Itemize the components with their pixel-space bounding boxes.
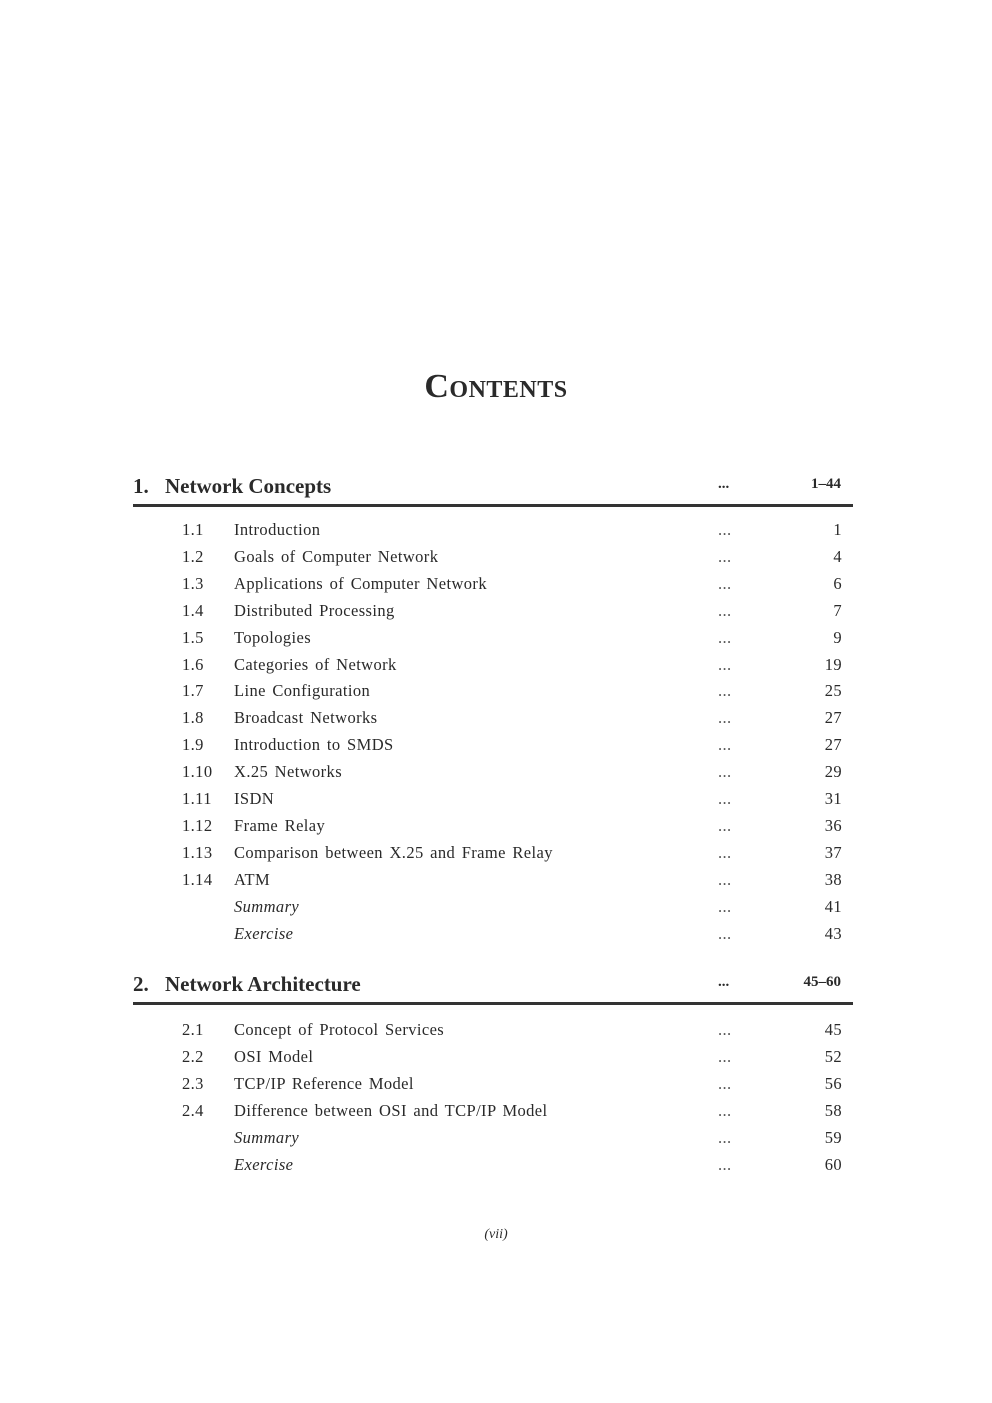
toc-entry xyxy=(0,1047,992,1071)
chapter-heading xyxy=(133,474,853,504)
section-title: Summary xyxy=(234,896,300,916)
section-number: 1.7 xyxy=(182,681,204,701)
leader-dots: ... xyxy=(718,1073,732,1093)
section-number: 1.3 xyxy=(182,573,204,593)
toc-entry xyxy=(0,574,992,598)
toc-entry xyxy=(0,520,992,544)
toc-entry xyxy=(0,816,992,840)
section-title: Frame Relay xyxy=(234,815,326,835)
section-page: 56 xyxy=(824,1073,842,1093)
section-number: 1.10 xyxy=(182,762,213,782)
toc-entry xyxy=(0,762,992,786)
leader-dots: ... xyxy=(718,1046,732,1066)
chapter-title: Network Architecture xyxy=(165,972,361,996)
section-title: ATM xyxy=(234,869,271,889)
toc-entry xyxy=(0,1101,992,1125)
toc-entry xyxy=(0,601,992,625)
section-page: 6 xyxy=(833,573,842,593)
leader-dots: ... xyxy=(718,476,730,492)
toc-entry xyxy=(0,843,992,867)
section-page: 4 xyxy=(833,546,842,566)
section-title: OSI Model xyxy=(234,1046,314,1066)
section-title: Introduction xyxy=(234,520,321,539)
leader-dots: ... xyxy=(718,1127,732,1147)
leader-dots: ... xyxy=(718,735,732,755)
section-number: 1.1 xyxy=(182,520,204,539)
section-title: Categories of Network xyxy=(234,654,397,674)
section-page: 7 xyxy=(833,600,842,620)
section-title: ISDN xyxy=(234,789,275,808)
leader-dots: ... xyxy=(718,762,732,782)
section-title: Exercise xyxy=(234,1154,294,1174)
toc-entry xyxy=(0,897,992,921)
chapter-heading xyxy=(133,972,853,1002)
chapter-page-range: 45–60 xyxy=(803,974,841,990)
section-number: 2.3 xyxy=(182,1073,204,1093)
page-title: Contents xyxy=(424,368,568,405)
leader-dots: ... xyxy=(718,573,732,593)
leader-dots: ... xyxy=(718,1100,732,1120)
section-number: 2.4 xyxy=(182,1100,204,1120)
section-page: 9 xyxy=(833,627,842,647)
leader-dots: ... xyxy=(718,923,732,943)
section-page: 52 xyxy=(824,1046,842,1066)
toc-entry xyxy=(0,1074,992,1098)
leader-dots: ... xyxy=(718,627,732,647)
section-title: Line Configuration xyxy=(234,681,371,701)
section-title: Summary xyxy=(234,1127,300,1147)
toc-entry xyxy=(0,628,992,652)
toc-entry xyxy=(0,1128,992,1152)
toc-entry xyxy=(0,1020,992,1044)
leader-dots: ... xyxy=(718,789,732,808)
toc-entry xyxy=(0,655,992,679)
leader-dots: ... xyxy=(718,546,732,566)
section-number: 1.5 xyxy=(182,627,204,647)
leader-dots: ... xyxy=(718,520,732,539)
section-number: 1.11 xyxy=(182,789,212,808)
toc-entry xyxy=(0,789,992,813)
section-title: Exercise xyxy=(234,923,294,943)
section-title: Concept of Protocol Services xyxy=(234,1020,445,1039)
chapter-rule xyxy=(133,1002,853,1005)
toc-entry xyxy=(0,681,992,705)
section-title: Introduction to SMDS xyxy=(234,735,394,755)
section-number: 1.8 xyxy=(182,708,204,728)
section-number: 1.13 xyxy=(182,842,213,862)
section-title: Goals of Computer Network xyxy=(234,546,439,566)
leader-dots: ... xyxy=(718,869,732,889)
toc-entry xyxy=(0,1155,992,1179)
section-page: 60 xyxy=(824,1154,842,1174)
section-page: 58 xyxy=(824,1100,842,1120)
section-number: 2.1 xyxy=(182,1020,204,1039)
leader-dots: ... xyxy=(718,842,732,862)
section-page: 29 xyxy=(824,762,842,782)
section-number: 1.2 xyxy=(182,546,204,566)
chapter-rule xyxy=(133,504,853,507)
section-number: 1.12 xyxy=(182,815,213,835)
section-number: 1.6 xyxy=(182,654,204,674)
chapter-title: Network Concepts xyxy=(165,474,332,498)
section-page: 41 xyxy=(824,896,842,916)
section-number: 1.4 xyxy=(182,600,204,620)
section-page: 27 xyxy=(824,708,842,728)
section-page: 59 xyxy=(824,1127,842,1147)
section-page: 1 xyxy=(833,520,842,539)
section-title: Broadcast Networks xyxy=(234,708,378,728)
section-page: 37 xyxy=(824,842,842,862)
leader-dots: ... xyxy=(718,681,732,701)
toc-entry xyxy=(0,708,992,732)
toc-entry xyxy=(0,924,992,948)
section-page: 36 xyxy=(824,815,842,835)
toc-entry xyxy=(0,547,992,571)
section-number: 1.14 xyxy=(182,869,213,889)
page-number: (vii) xyxy=(484,1227,508,1242)
chapter-number: 1. xyxy=(133,474,149,498)
section-page: 27 xyxy=(824,735,842,755)
section-title: Difference between OSI and TCP/IP Model xyxy=(234,1100,548,1120)
leader-dots: ... xyxy=(718,815,732,835)
section-page: 38 xyxy=(824,869,842,889)
section-title: Comparison between X.25 and Frame Relay xyxy=(234,842,553,862)
leader-dots: ... xyxy=(718,654,732,674)
section-page: 45 xyxy=(824,1020,842,1039)
chapter-number: 2. xyxy=(133,972,149,996)
section-page: 31 xyxy=(824,789,842,808)
section-page: 43 xyxy=(824,923,842,943)
leader-dots: ... xyxy=(718,896,732,916)
chapter-page-range: 1–44 xyxy=(811,476,841,492)
section-number: 2.2 xyxy=(182,1046,204,1066)
section-title: TCP/IP Reference Model xyxy=(234,1073,414,1093)
leader-dots: ... xyxy=(718,600,732,620)
section-title: Topologies xyxy=(234,627,312,647)
leader-dots: ... xyxy=(718,1154,732,1174)
section-title: X.25 Networks xyxy=(234,762,343,782)
leader-dots: ... xyxy=(718,1020,732,1039)
section-page: 25 xyxy=(824,681,842,701)
toc-entry xyxy=(0,735,992,759)
section-title: Distributed Processing xyxy=(234,600,395,620)
leader-dots: ... xyxy=(718,708,732,728)
section-number: 1.9 xyxy=(182,735,204,755)
section-title: Applications of Computer Network xyxy=(234,573,487,593)
toc-entry xyxy=(0,870,992,894)
section-page: 19 xyxy=(824,654,842,674)
leader-dots: ... xyxy=(718,974,730,990)
